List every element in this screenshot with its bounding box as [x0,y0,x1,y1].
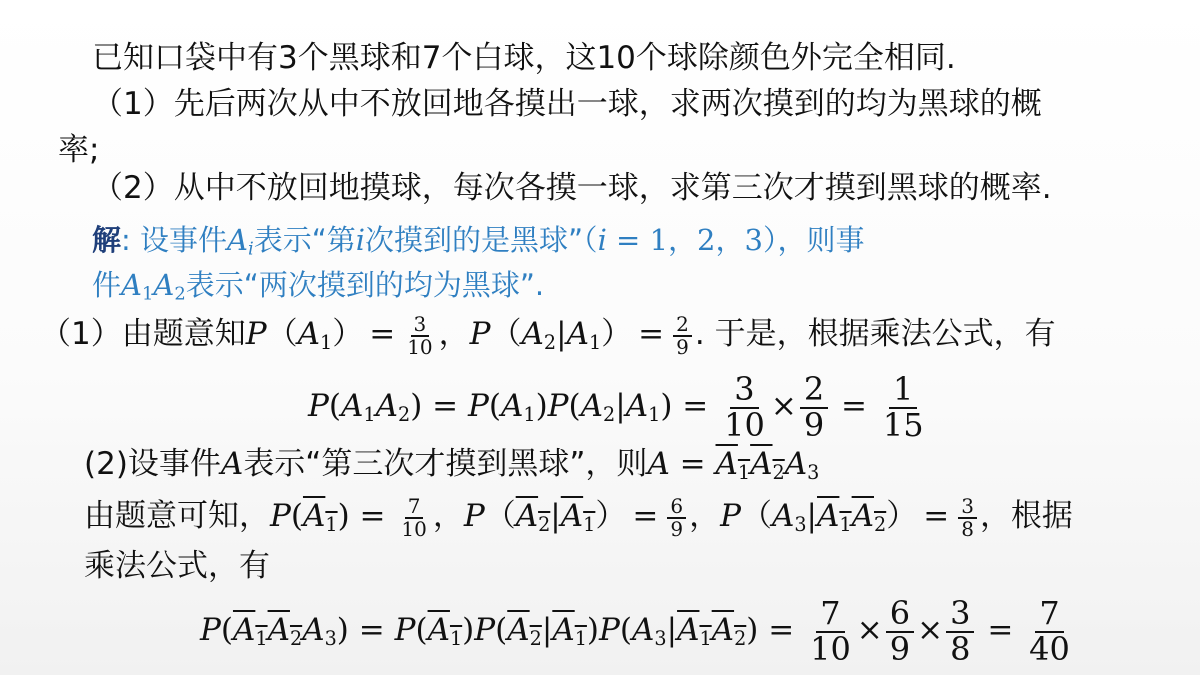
fraction-3-10: $\frac{3}{10}$ [407,311,433,359]
fraction-3-8-large: $\frac{3}{8}$ [946,597,974,666]
solution-line-2: 件$A_1A_2$表示“两次摸到的均为黑球”. [92,268,545,305]
fraction-2-9: $\frac{2}{9}$ [673,314,692,358]
part1-formula: $P(A_1A_2) = P(A_1)P(A_2|A_1)$ = $\frac{3}{10}$ × $\frac{2}{9}$ = $\frac{1}{15}$ [308,366,930,446]
fraction-7-40: $\frac{7}{40}$ [1029,593,1070,668]
fraction-6-9-large: $\frac{6}{9}$ [886,597,914,666]
fraction-7-10: $\frac{7}{10}$ [401,493,427,541]
part2-multiplication-rule: 乘法公式，有 [84,548,270,584]
question-1: （1）先后两次从中不放回地各摸出一球，求两次摸到的均为黑球的概 [92,86,1042,122]
part2-given: 由题意可知，$P(A_1)$ = $\frac{7}{10}$ ，$P(A_2|A_1)$ = $\frac{6}{9}$ ，$P(A_3|A_1A_2)$ = $\frac{3}{8}$ ，根据 [84,493,1073,541]
part2-formula: $P(A_1A_2A_3) = P(A_1)P(A_2|A_1)P(A_3|A_1A_2)$ = $\frac{7}{10}$ × $\frac{6}{9}$ × $\frac{3}{8}$ = $\frac{7}{40}$ [200,590,1076,670]
fraction-2-9-large: $\frac{2}{9}$ [800,373,828,442]
part1-given: （1）由题意知$P(A_1)$ = $\frac{3}{10}$ ，$P(A_2|A_1)$ = $\frac{2}{9}$ . 于是，根据乘法公式，有 [40,311,1056,359]
solution-line-1: 解: 设事件$A_i$表示“第i次摸到的是黑球”（i = 1，2，3），则事 [92,223,865,260]
fraction-6-9: $\frac{6}{9}$ [667,496,686,540]
solution-label: 解 [92,223,122,257]
problem-intro: 已知口袋中有3个黑球和7个白球，这10个球除颜色外完全相同. [92,40,956,76]
fraction-3-8: $\frac{3}{8}$ [958,496,977,540]
fraction-1-15: $\frac{1}{15}$ [882,369,924,444]
question-1-continued: 率; [58,132,100,168]
complement-a1a2: $A_1A_2$ [715,446,785,484]
question-2: （2）从中不放回地摸球，每次各摸一球，求第三次才摸到黑球的概率. [92,170,1052,206]
fraction-3-10-large: $\frac{3}{10}$ [724,369,765,444]
fraction-7-10-large: $\frac{7}{10}$ [810,593,851,668]
part2-define-event: (2)设事件A表示“第三次才摸到黑球”，则$A = A_1A_2A_3$ [84,446,820,484]
